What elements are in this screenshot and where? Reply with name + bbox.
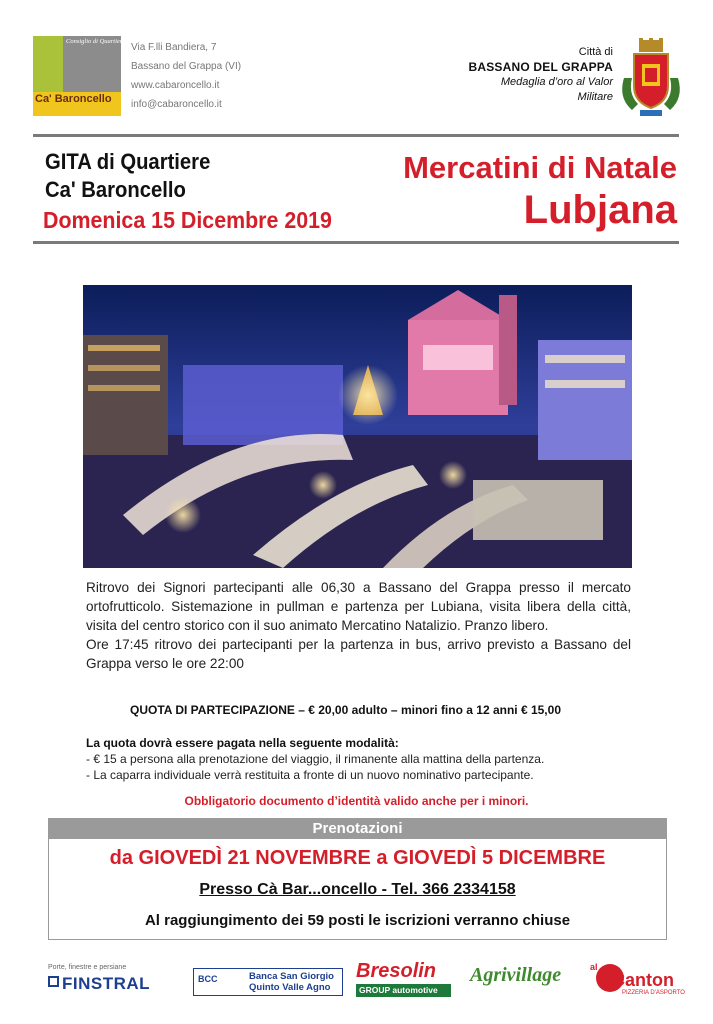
trip-title-line2: Ca' Baroncello xyxy=(45,177,186,202)
booking-limit: Al raggiungimento dei 59 posti le iscrizioni verranno chiuse xyxy=(144,912,571,929)
email-link[interactable]: info@cabaroncello.it xyxy=(131,99,222,110)
bcc-name-line2: Quinto Valle Agno xyxy=(249,982,331,993)
sponsor-canton xyxy=(590,960,685,1002)
booking-dates: da GIOVEDÌ 21 NOVEMBRE a GIOVEDÌ 5 DICEMBRE xyxy=(109,847,606,869)
sponsor-bcc xyxy=(193,968,343,996)
payment-item: - € 15 a persona alla prenotazione del viaggio, il rimanente alla mattina della partenza. xyxy=(86,752,545,766)
title-rule xyxy=(33,241,679,244)
quartiere-logo xyxy=(33,36,125,116)
city-crest-icon xyxy=(618,38,684,120)
agrivillage-name: Agrivillage xyxy=(470,964,562,986)
finstral-name: FINSTRAL xyxy=(62,974,151,993)
logo-name: Ca' Baroncello xyxy=(35,93,112,105)
event-title: Mercatini di Natale xyxy=(403,150,677,185)
sponsor-bresolin xyxy=(356,960,456,1002)
trip-title-line1: GITA di Quartiere xyxy=(45,149,211,174)
booking-contact: Presso Cà Bar...oncello - Tel. 366 2334158 xyxy=(199,881,516,898)
sponsor-agrivillage xyxy=(470,960,580,1002)
city-name: BASSANO DEL GRAPPA xyxy=(468,60,613,74)
event-place: Lubjana xyxy=(523,188,677,232)
address-street: Via F.lli Bandiera, 7 xyxy=(131,42,217,53)
bresolin-name: Bresolin xyxy=(356,960,437,982)
booking-box xyxy=(48,818,667,940)
payment-item: - La caparra individuale verrà restituita a fronte di un nuovo nominativo partecipante. xyxy=(86,768,534,782)
address-city: Bassano del Grappa (VI) xyxy=(131,61,242,72)
trip-title xyxy=(45,148,210,204)
finstral-tagline: Porte, finestre e persiane xyxy=(48,964,127,971)
program-paragraph: Ritrovo dei Signori partecipanti alle 06,30 a Bassano del Grappa presso il mercato ortofrutticolo. Sistemazione in pullman e partenza per Lubiana, visita libera della città, visita del centro storico con il suo animato Mercatino Natalizio. Pranzo libero. xyxy=(86,580,631,633)
payment-title: La quota dovrà essere pagata nella seguente modalità: xyxy=(86,736,399,750)
price-line: QUOTA DI PARTECIPAZIONE – € 20,00 adulto – minori fino a 12 anni € 15,00 xyxy=(130,703,561,717)
trip-date: Domenica 15 Dicembre 2019 xyxy=(43,207,332,233)
city-block xyxy=(468,45,613,105)
city-label: Città di xyxy=(578,46,613,58)
finstral-square-icon xyxy=(48,976,59,987)
booking-heading: Prenotazioni xyxy=(49,819,666,839)
program-text xyxy=(86,578,631,673)
canton-prefix: al xyxy=(590,962,598,972)
bcc-bank-name xyxy=(249,971,334,993)
website-link[interactable]: www.cabaroncello.it xyxy=(131,80,220,91)
canton-name: Canton xyxy=(612,970,674,990)
canton-sub: PIZZERIA D'ASPORTO xyxy=(622,990,685,996)
bcc-name-line1: Banca San Giorgio xyxy=(249,971,334,982)
bresolin-sub: GROUP automotive xyxy=(356,984,451,997)
program-return: Ore 17:45 ritrovo dei partecipanti per la partenza in bus, arrivo previsto a Bassano del Grappa verso le ore 22:00 xyxy=(86,637,631,671)
ljubljana-photo xyxy=(83,285,632,568)
sponsor-finstral xyxy=(48,960,183,1002)
header-rule xyxy=(33,134,679,137)
city-motto-2: Militare xyxy=(577,91,613,103)
id-requirement: Obbligatorio documento d’identità valido anche per i minori. xyxy=(184,794,529,808)
logo-subtitle: Consiglio di Quartiere xyxy=(66,38,125,45)
address-block xyxy=(131,38,241,114)
bcc-logo: BCC xyxy=(198,974,218,984)
city-motto-1: Medaglia d’oro al Valor xyxy=(500,76,613,88)
